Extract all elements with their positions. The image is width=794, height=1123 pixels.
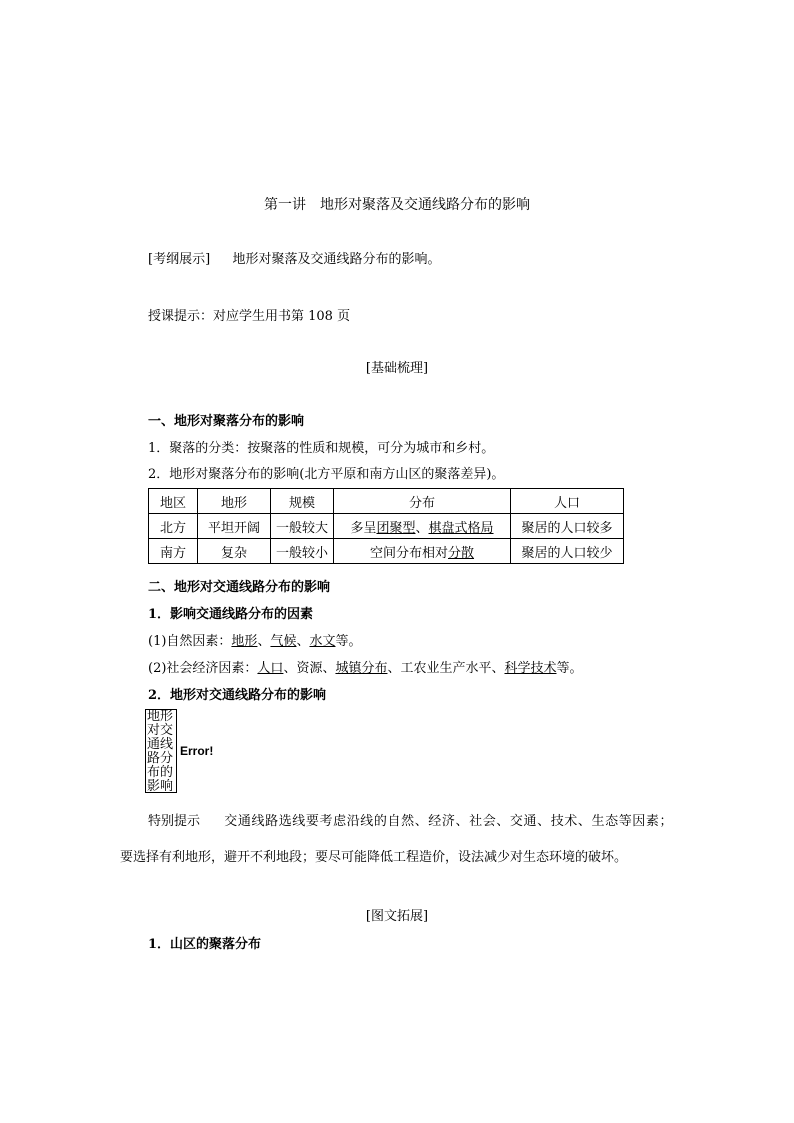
lecture-hint: 授课提示：对应学生用书第 108 页 bbox=[148, 309, 351, 324]
dist-separator: 、 bbox=[415, 520, 429, 536]
cell-terrain: 复杂 bbox=[198, 539, 271, 564]
dist-key-term: 棋盘式格局 bbox=[428, 520, 494, 536]
syllabus-line bbox=[148, 248, 440, 267]
dist-key-term: 分散 bbox=[448, 545, 475, 561]
error-placeholder: Error! bbox=[180, 744, 214, 758]
key-term: 地形 bbox=[231, 634, 258, 649]
basics-heading: [基础梳理] bbox=[365, 361, 429, 376]
cell-population: 聚居的人口较多 bbox=[511, 514, 624, 539]
cell-region: 北方 bbox=[149, 514, 198, 539]
natural-factors bbox=[148, 630, 362, 649]
header-scale: 规模 bbox=[271, 489, 334, 514]
separator: 、 bbox=[296, 634, 310, 649]
key-term: 气候 bbox=[270, 634, 297, 649]
cell-distribution bbox=[334, 539, 511, 564]
header-region: 地区 bbox=[149, 489, 198, 514]
terrain-influence-box: 地形对交通线路分布的影响 bbox=[145, 709, 177, 793]
extension-item1: 1．山区的聚落分布 bbox=[148, 937, 262, 952]
social-suffix: 等。 bbox=[556, 661, 583, 676]
table-row bbox=[149, 514, 624, 539]
separator: 、 bbox=[257, 634, 271, 649]
key-term: 科学技术 bbox=[504, 661, 557, 676]
social-prefix: (2)社会经济因素： bbox=[148, 661, 258, 676]
page-title: 第一讲 地形对聚落及交通线路分布的影响 bbox=[264, 197, 530, 213]
cell-distribution bbox=[334, 514, 511, 539]
syllabus-text: 地形对聚落及交通线路分布的影响。 bbox=[232, 252, 441, 267]
header-terrain: 地形 bbox=[198, 489, 271, 514]
header-distribution: 分布 bbox=[334, 489, 511, 514]
part1-item2: 2．地形对聚落分布的影响(北方平原和南方山区的聚落差异)。 bbox=[148, 467, 505, 482]
dist-key-term: 团聚型 bbox=[376, 520, 416, 536]
natural-prefix: (1)自然因素： bbox=[148, 634, 232, 649]
cell-scale: 一般较大 bbox=[271, 514, 334, 539]
special-tip-label: 特别提示 bbox=[148, 814, 201, 829]
natural-suffix: 等。 bbox=[335, 634, 362, 649]
part2-heading: 二、地形对交通线路分布的影响 bbox=[148, 580, 331, 595]
header-population: 人口 bbox=[511, 489, 624, 514]
table-header-row bbox=[149, 489, 624, 514]
part2-item2: 2．地形对交通线路分布的影响 bbox=[148, 688, 327, 703]
separator: 、资源、 bbox=[283, 661, 336, 676]
extension-heading: [图文拓展] bbox=[365, 909, 429, 924]
key-term: 城镇分布 bbox=[335, 661, 388, 676]
settlement-table bbox=[148, 488, 624, 564]
special-tip-line2: 要选择有利地形，避开不利地段；要尽可能降低工程造价，设法减少对生态环境的破坏。 bbox=[120, 850, 628, 865]
part2-item1: 1．影响交通线路分布的因素 bbox=[148, 607, 314, 622]
dist-text: 空间分布相对 bbox=[369, 545, 448, 561]
cell-terrain: 平坦开阔 bbox=[198, 514, 271, 539]
cell-region: 南方 bbox=[149, 539, 198, 564]
part1-item1: 1．聚落的分类：按聚落的性质和规模，可分为城市和乡村。 bbox=[148, 441, 495, 456]
cell-population: 聚居的人口较少 bbox=[511, 539, 624, 564]
dist-text: 多呈 bbox=[350, 520, 377, 536]
separator: 、工农业生产水平、 bbox=[387, 661, 505, 676]
key-term: 人口 bbox=[257, 661, 284, 676]
cell-scale: 一般较小 bbox=[271, 539, 334, 564]
table-row bbox=[149, 539, 624, 564]
key-term: 水文 bbox=[309, 634, 336, 649]
part1-heading: 一、地形对聚落分布的影响 bbox=[148, 414, 305, 429]
syllabus-label: [考纲展示] bbox=[148, 252, 211, 267]
social-factors bbox=[148, 657, 583, 676]
special-tip-text: 交通线路选线要考虑沿线的自然、经济、社会、交通、技术、生态等因素； bbox=[224, 814, 674, 829]
special-tip-line1 bbox=[148, 810, 673, 829]
